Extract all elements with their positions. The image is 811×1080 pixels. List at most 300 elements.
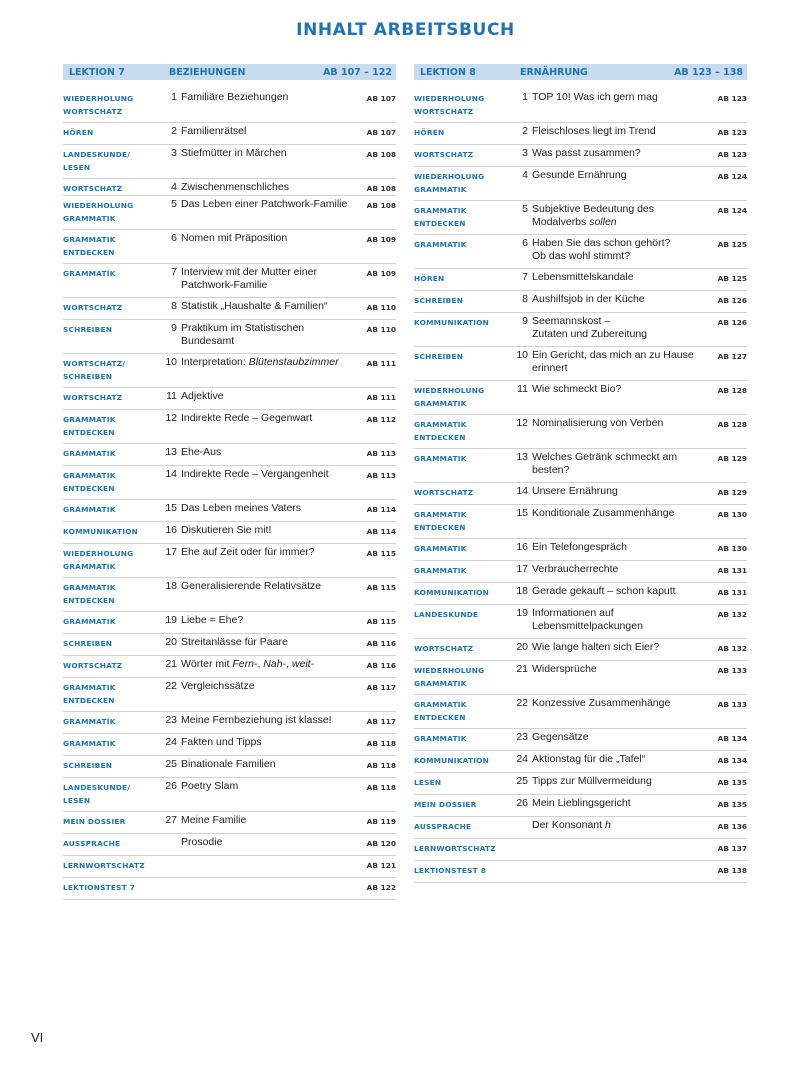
table-row	[63, 522, 396, 544]
line: GRAMMATIK	[63, 683, 116, 692]
page-reference: AB 116	[366, 661, 396, 670]
lesson-number: LEKTION 7	[69, 66, 125, 78]
exercise-number: 8	[171, 300, 177, 312]
line: besten?	[532, 464, 570, 476]
exercise-number: 4	[522, 169, 528, 181]
page-reference: AB 125	[717, 274, 747, 283]
lesson-header	[63, 64, 396, 80]
exercise-number: 8	[522, 293, 528, 305]
line: GRAMMATIK	[414, 700, 467, 709]
page-title: INHALT ARBEITSBUCH	[296, 20, 515, 40]
line: Indirekte Rede – Vergangenheit	[181, 468, 329, 480]
exercise-title	[177, 658, 356, 677]
line: Indirekte Rede – Gegenwart	[181, 412, 313, 424]
table-row	[63, 856, 396, 878]
section-category	[414, 641, 516, 660]
section-category	[63, 524, 165, 543]
exercise-title	[528, 451, 707, 482]
exercise-title	[528, 841, 707, 860]
line: LEKTIONSTEST 7	[63, 883, 136, 892]
exercise-title	[528, 731, 707, 750]
table-row	[63, 145, 396, 179]
page-reference: AB 129	[717, 454, 747, 463]
table-row	[414, 89, 747, 123]
section-category	[63, 356, 165, 387]
page-reference: AB 134	[717, 756, 747, 765]
line: Seemannskost –	[532, 315, 611, 327]
page-reference: AB 125	[717, 240, 747, 249]
table-row	[414, 415, 747, 449]
exercise-number: 10	[516, 349, 528, 361]
exercise-number: 13	[516, 451, 528, 463]
section-category	[63, 736, 165, 755]
line: Aktionstag für die „Tafel“	[532, 753, 646, 765]
page-reference: AB 128	[717, 386, 747, 395]
lesson-pages: AB 107 – 122	[323, 66, 392, 78]
section-category	[414, 147, 516, 166]
line: Welches Getränk schmeckt am	[532, 451, 678, 463]
line: LESEN	[63, 163, 91, 172]
line: HÖREN	[414, 274, 445, 283]
table-row	[63, 320, 396, 354]
line: KOMMUNIKATION	[414, 756, 490, 765]
page-reference: AB 109	[366, 235, 396, 244]
line: Wie schmeckt Bio?	[532, 383, 622, 395]
exercise-number	[165, 880, 177, 899]
page-reference: AB 117	[366, 717, 396, 726]
exercise-number: 22	[516, 697, 528, 709]
section-category	[414, 585, 516, 604]
section-category	[414, 775, 516, 794]
exercise-title	[528, 697, 707, 728]
line: Ein Telefongespräch	[532, 541, 627, 553]
exercise-title	[177, 300, 356, 319]
line: GRAMMATIK	[414, 420, 467, 429]
exercise-title	[528, 775, 707, 794]
table-row	[414, 695, 747, 729]
exercise-number	[516, 863, 528, 882]
line: Gesunde Ernährung	[532, 169, 627, 181]
line: WORTSCHATZ	[63, 184, 123, 193]
section-category	[63, 232, 165, 263]
section-category	[63, 412, 165, 443]
exercise-title	[528, 753, 707, 772]
line: WIEDERHOLUNG	[414, 94, 485, 103]
exercise-title	[528, 293, 707, 312]
exercise-number: 12	[165, 412, 177, 424]
table-row	[414, 639, 747, 661]
line: WORTSCHATZ	[63, 393, 123, 402]
section-category	[63, 814, 165, 833]
page-reference: AB 127	[717, 352, 747, 361]
exercise-title	[528, 563, 707, 582]
line: Bundesamt	[181, 335, 235, 347]
exercise-title	[528, 541, 707, 560]
page-reference: AB 110	[366, 325, 396, 334]
exercise-number: 26	[516, 797, 528, 809]
exercise-title	[177, 714, 356, 733]
section-category	[414, 383, 516, 414]
page-reference: AB 115	[366, 583, 396, 592]
line: GRAMMATIK	[63, 235, 116, 244]
exercise-title	[528, 125, 707, 144]
line: KOMMUNIKATION	[414, 318, 490, 327]
line: MEIN DOSSIER	[414, 800, 477, 809]
table-row	[63, 544, 396, 578]
exercise-number: 15	[516, 507, 528, 519]
exercise-number: 20	[516, 641, 528, 653]
line: Familienrätsel	[181, 125, 247, 137]
exercise-number: 24	[165, 736, 177, 748]
section-category	[63, 614, 165, 633]
exercise-title	[177, 580, 356, 611]
exercise-number: 23	[165, 714, 177, 726]
line: LANDESKUNDE/	[63, 783, 131, 792]
section-category	[414, 417, 516, 448]
lesson-title: ERNÄHRUNG	[520, 66, 588, 78]
line: Modalverbs sollen	[532, 216, 617, 228]
table-row	[414, 483, 747, 505]
page-reference: AB 124	[717, 206, 747, 215]
exercise-title	[177, 680, 356, 711]
line: LERNWORTSCHATZ	[414, 844, 496, 853]
section-category	[414, 315, 516, 346]
exercise-title	[177, 502, 356, 521]
section-category	[63, 880, 165, 899]
page-reference: AB 131	[717, 566, 747, 575]
table-row	[63, 466, 396, 500]
exercise-number: 2	[522, 125, 528, 137]
line: Der Konsonant h	[532, 819, 611, 831]
line: Vergleichssätze	[181, 680, 255, 692]
table-row	[414, 583, 747, 605]
section-category	[414, 349, 516, 380]
exercise-title	[528, 91, 707, 122]
line: SCHREIBEN	[63, 325, 113, 334]
line: Unsere Ernährung	[532, 485, 618, 497]
line: ENTDECKEN	[63, 696, 115, 705]
page-number: VI	[31, 1030, 44, 1045]
line: GRAMMATIK	[63, 617, 116, 626]
table-row	[414, 751, 747, 773]
line: GRAMMATIK	[63, 415, 116, 424]
exercise-number: 6	[171, 232, 177, 244]
line: Adjektive	[181, 390, 224, 402]
line: GRAMMATIK	[414, 544, 467, 553]
exercise-title	[528, 169, 707, 200]
table-row	[63, 612, 396, 634]
line: ENTDECKEN	[414, 219, 466, 228]
exercise-number: 5	[171, 198, 177, 210]
exercise-number: 14	[516, 485, 528, 497]
section-category	[414, 607, 516, 638]
line: WIEDERHOLUNG	[63, 549, 134, 558]
line: Stiefmütter in Märchen	[181, 147, 287, 159]
line: GRAMMATIK	[414, 734, 467, 743]
exercise-number: 9	[171, 322, 177, 334]
line: Prosodie	[181, 836, 223, 848]
section-category	[63, 758, 165, 777]
exercise-title	[528, 797, 707, 816]
line: Gerade gekauft – schon kaputt	[532, 585, 676, 597]
table-row	[414, 313, 747, 347]
table-row	[63, 196, 396, 230]
section-category	[414, 507, 516, 538]
page-reference: AB 131	[717, 588, 747, 597]
page-reference: AB 124	[717, 172, 747, 181]
exercise-number: 25	[516, 775, 528, 787]
line: GRAMMATIK	[414, 679, 467, 688]
line: GRAMMATIK	[414, 566, 467, 575]
line: KOMMUNIKATION	[63, 527, 139, 536]
line: Tipps zur Müllvermeidung	[532, 775, 652, 787]
page-reference: AB 134	[717, 734, 747, 743]
section-category	[414, 819, 516, 838]
exercise-number: 17	[516, 563, 528, 575]
page-reference: AB 133	[717, 666, 747, 675]
exercise-number: 16	[516, 541, 528, 553]
table-row	[414, 561, 747, 583]
line: GRAMMATIK	[414, 399, 467, 408]
page-reference: AB 113	[366, 471, 396, 480]
exercise-number: 9	[522, 315, 528, 327]
table-row	[414, 269, 747, 291]
line: ENTDECKEN	[63, 596, 115, 605]
line: Konditionale Zusammenhänge	[532, 507, 675, 519]
page-reference: AB 122	[366, 883, 396, 892]
line: Ob das wohl stimmt?	[532, 250, 631, 262]
page-reference: AB 132	[717, 610, 747, 619]
line: ENTDECKEN	[63, 484, 115, 493]
table-row	[414, 145, 747, 167]
page-reference: AB 107	[366, 128, 396, 137]
page-reference: AB 111	[366, 359, 396, 368]
section-category	[63, 147, 165, 178]
contents-list	[63, 89, 396, 900]
line: Interpretation: Blütenstaubzimmer	[181, 356, 339, 368]
table-row	[414, 291, 747, 313]
lesson-title: BEZIEHUNGEN	[169, 66, 246, 78]
line: Zwischenmenschliches	[181, 181, 289, 193]
exercise-number: 5	[522, 203, 528, 215]
page-reference: AB 118	[366, 783, 396, 792]
exercise-title	[177, 232, 356, 263]
line: GRAMMATIK	[63, 214, 116, 223]
section-category	[414, 753, 516, 772]
page-reference: AB 109	[366, 269, 396, 278]
line: Nominalisierung von Verben	[532, 417, 664, 429]
section-category	[63, 446, 165, 465]
page-reference: AB 112	[366, 415, 396, 424]
exercise-title	[528, 585, 707, 604]
line: SCHREIBEN	[63, 761, 113, 770]
section-category	[414, 485, 516, 504]
line: AUSSPRACHE	[63, 839, 121, 848]
line: Streitanlässe für Paare	[181, 636, 288, 648]
line: Ehe-Aus	[181, 446, 222, 458]
contents-list	[414, 89, 747, 883]
exercise-number: 14	[165, 468, 177, 480]
section-category	[414, 451, 516, 482]
exercise-title	[177, 524, 356, 543]
section-category	[63, 780, 165, 811]
section-category	[63, 836, 165, 855]
line: SCHREIBEN	[414, 296, 464, 305]
exercise-title	[177, 266, 356, 297]
table-row	[63, 444, 396, 466]
line: GRAMMATIK	[414, 510, 467, 519]
line: WORTSCHATZ	[414, 488, 474, 497]
page-reference: AB 128	[717, 420, 747, 429]
exercise-title	[528, 485, 707, 504]
page-reference: AB 117	[366, 683, 396, 692]
page-reference: AB 123	[717, 150, 747, 159]
page-reference: AB 138	[717, 866, 747, 875]
page-reference: AB 120	[366, 839, 396, 848]
line: WORTSCHATZ/	[63, 359, 126, 368]
exercise-number: 3	[522, 147, 528, 159]
exercise-title	[177, 446, 356, 465]
table-row	[414, 235, 747, 269]
line: LESEN	[63, 796, 91, 805]
exercise-title	[177, 147, 356, 178]
page-reference: AB 108	[366, 201, 396, 210]
section-category	[414, 293, 516, 312]
section-category	[63, 636, 165, 655]
lesson-number: LEKTION 8	[420, 66, 476, 78]
exercise-title	[528, 383, 707, 414]
page-reference: AB 126	[717, 318, 747, 327]
page-reference: AB 135	[717, 800, 747, 809]
line: GRAMMATIK	[63, 583, 116, 592]
line: GRAMMATIK	[63, 562, 116, 571]
line: Liebe = Ehe?	[181, 614, 244, 626]
table-row	[63, 179, 396, 196]
line: GRAMMATIK	[63, 739, 116, 748]
exercise-number	[165, 858, 177, 877]
table-row	[63, 388, 396, 410]
line: GRAMMATIK	[414, 454, 467, 463]
lesson-8-column	[414, 64, 747, 883]
line: Subjektive Bedeutung des	[532, 203, 655, 215]
section-category	[414, 697, 516, 728]
line: WIEDERHOLUNG	[414, 666, 485, 675]
line: GRAMMATIK	[63, 449, 116, 458]
exercise-number: 18	[516, 585, 528, 597]
section-category	[414, 797, 516, 816]
exercise-number: 2	[171, 125, 177, 137]
line: Informationen auf	[532, 607, 614, 619]
exercise-title	[177, 736, 356, 755]
page-reference: AB 129	[717, 488, 747, 497]
line: ENTDECKEN	[414, 433, 466, 442]
exercise-title	[177, 614, 356, 633]
exercise-number: 13	[165, 446, 177, 458]
exercise-number: 10	[165, 356, 177, 368]
line: GRAMMATIK	[63, 717, 116, 726]
exercise-title	[177, 636, 356, 655]
line: WIEDERHOLUNG	[63, 201, 134, 210]
exercise-title	[528, 663, 707, 694]
line: ENTDECKEN	[414, 713, 466, 722]
table-row	[414, 381, 747, 415]
exercise-title	[177, 858, 356, 877]
section-category	[63, 91, 165, 122]
table-row	[63, 89, 396, 123]
section-category	[414, 203, 516, 234]
line: Haben Sie das schon gehört?	[532, 237, 671, 249]
table-row	[63, 656, 396, 678]
table-row	[63, 634, 396, 656]
table-row	[414, 605, 747, 639]
page-reference: AB 114	[366, 505, 396, 514]
exercise-number	[165, 836, 177, 855]
table-row	[414, 817, 747, 839]
page-reference: AB 118	[366, 761, 396, 770]
section-category	[414, 541, 516, 560]
table-row	[63, 712, 396, 734]
table-row	[63, 500, 396, 522]
page-reference: AB 137	[717, 844, 747, 853]
exercise-title	[528, 237, 707, 268]
line: Patchwork-Familie	[181, 279, 268, 291]
exercise-number: 17	[165, 546, 177, 558]
line: GRAMMATIK	[414, 206, 467, 215]
exercise-title	[177, 758, 356, 777]
table-row	[414, 347, 747, 381]
line: Zutaten und Zubereitung	[532, 328, 647, 340]
exercise-title	[177, 412, 356, 443]
page-reference: AB 113	[366, 449, 396, 458]
line: Das Leben meines Vaters	[181, 502, 302, 514]
line: Konzessive Zusammenhänge	[532, 697, 671, 709]
line: Widersprüche	[532, 663, 597, 675]
line: WORTSCHATZ	[414, 150, 474, 159]
line: Das Leben einer Patchwork-Familie	[181, 198, 348, 210]
page-reference: AB 121	[366, 861, 396, 870]
table-row	[63, 230, 396, 264]
table-row	[414, 861, 747, 883]
section-category	[63, 300, 165, 319]
line: Binationale Familien	[181, 758, 276, 770]
exercise-title	[177, 356, 356, 387]
section-category	[63, 858, 165, 877]
page-reference: AB 119	[366, 817, 396, 826]
exercise-number: 7	[522, 271, 528, 283]
table-row	[414, 505, 747, 539]
lesson-header	[414, 64, 747, 80]
table-row	[63, 298, 396, 320]
table-row	[63, 578, 396, 612]
exercise-title	[528, 863, 707, 882]
table-row	[63, 812, 396, 834]
exercise-number: 15	[165, 502, 177, 514]
exercise-number: 1	[522, 91, 528, 103]
exercise-number	[516, 841, 528, 860]
table-row	[414, 795, 747, 817]
exercise-title	[177, 91, 356, 122]
exercise-title	[528, 417, 707, 448]
section-category	[63, 198, 165, 229]
page-reference: AB 136	[717, 822, 747, 831]
exercise-title	[177, 198, 356, 229]
section-category	[63, 468, 165, 499]
line: Meine Familie	[181, 814, 247, 826]
page-reference: AB 110	[366, 303, 396, 312]
line: SCHREIBEN	[63, 639, 113, 648]
exercise-title	[528, 641, 707, 660]
exercise-title	[177, 468, 356, 499]
